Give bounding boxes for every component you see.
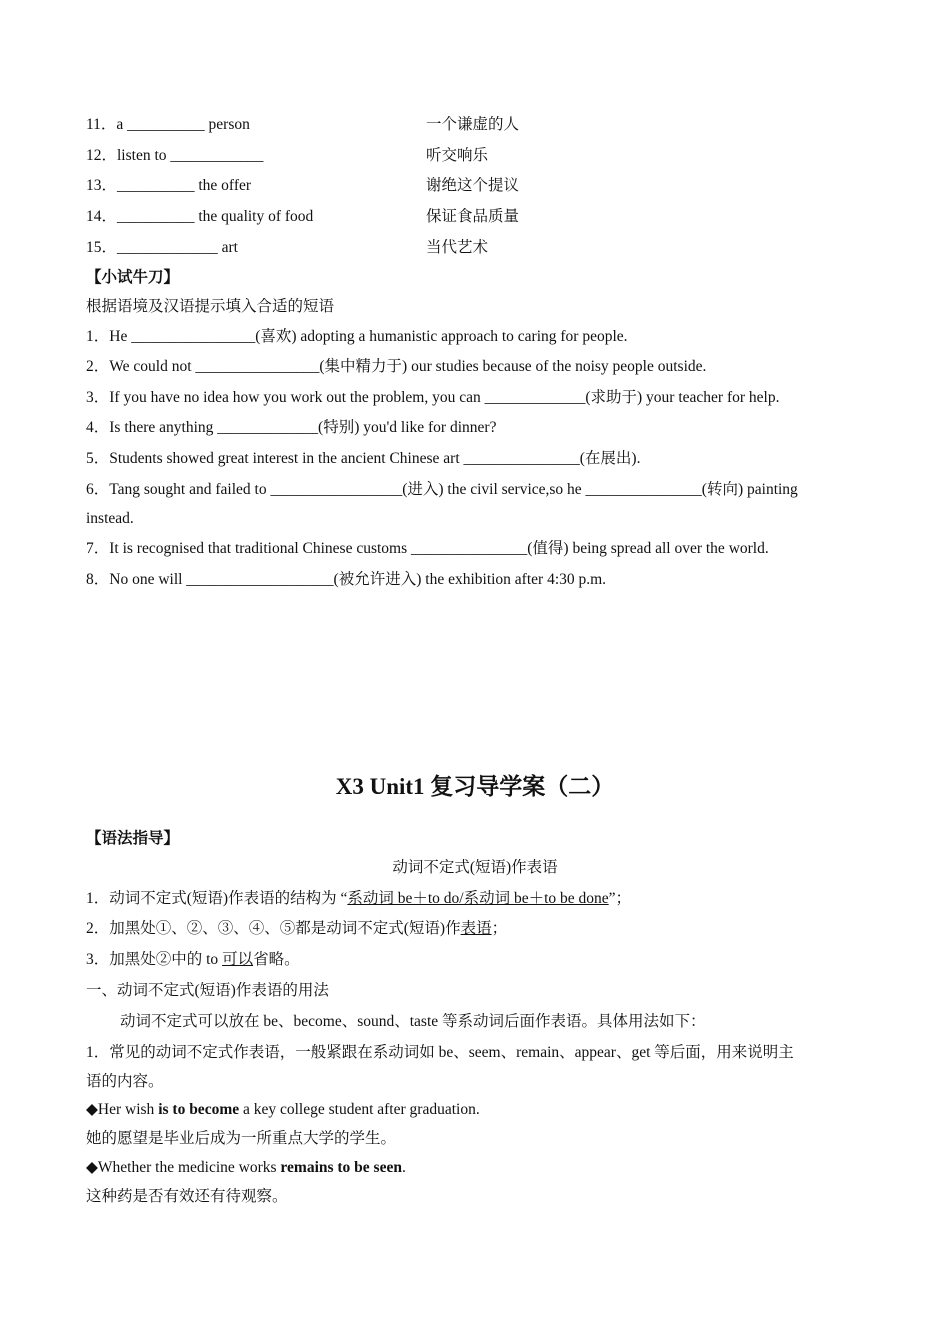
vocab-meaning-13: 谢绝这个提议 <box>426 177 520 194</box>
example-1-suffix: a key college student after graduation. <box>239 1101 480 1118</box>
practice-instruction: 根据语境及汉语提示填入合适的短语 <box>86 298 335 315</box>
example-2-suffix: . <box>401 1159 406 1176</box>
grammar-rule-2 <box>86 919 507 939</box>
grammar-heading: 【语法指导】 <box>86 830 180 847</box>
rule-2-prefix: 2．加黑处①、②、③、④、⑤都是动词不定式(短语)作 <box>86 920 461 937</box>
practice-item-4: 4．Is there anything _____________(特别) you'd like for dinner? <box>86 419 497 436</box>
page-title: X3 Unit1 复习导学案（二） <box>335 774 615 799</box>
vocab-item-12: 12．listen to ____________ <box>86 147 264 164</box>
rule-1-structure: 系动词 be＋to do/系动词 be＋to be done <box>347 890 609 907</box>
practice-item-6: 6．Tang sought and failed to _________________(进入) the civil service,so he _______________(转向) painting <box>86 481 798 498</box>
example-1-highlight: is to become <box>158 1101 240 1118</box>
vocab-item-14: 14．__________ the quality of food <box>86 208 314 225</box>
grammar-rule-1 <box>86 889 631 909</box>
example-2-translation: 这种药是否有效还有待观察。 <box>86 1188 288 1205</box>
vocab-item-15: 15．_____________ art <box>86 239 238 256</box>
grammar-subtitle: 动词不定式(短语)作表语 <box>392 859 558 876</box>
usage-heading: 一、动词不定式(短语)作表语的用法 <box>86 982 329 999</box>
example-2 <box>86 1158 406 1178</box>
example-1 <box>86 1100 480 1120</box>
vocab-meaning-11: 一个谦虚的人 <box>426 116 520 133</box>
rule-3-prefix: 3．加黑处②中的 to <box>86 951 223 968</box>
practice-item-8: 8．No one will ___________________(被允许进入) the exhibition after 4:30 p.m. <box>86 571 607 588</box>
practice-item-7: 7．It is recognised that traditional Chinese customs _______________(值得) being spread all over the world. <box>86 540 769 557</box>
rule-2-suffix: ； <box>491 920 508 937</box>
rule-3-keyword: 可以 <box>222 951 254 968</box>
example-1-prefix: ◆Her wish <box>86 1101 159 1118</box>
vocab-meaning-15: 当代艺术 <box>426 239 489 256</box>
usage-intro: 动词不定式可以放在 be、become、sound、taste 等系动词后面作表语。具体用法如下： <box>120 1013 706 1030</box>
rule-1-suffix: ”； <box>608 890 632 907</box>
vocab-meaning-12: 听交响乐 <box>426 147 489 164</box>
example-2-prefix: ◆Whether the medicine works <box>86 1159 281 1176</box>
practice-item-6-continued: instead. <box>86 510 134 527</box>
practice-item-5: 5．Students showed great interest in the ancient Chinese art _______________(在展出). <box>86 450 641 467</box>
practice-heading: 【小试牛刀】 <box>86 269 180 286</box>
rule-2-keyword: 表语 <box>460 920 492 937</box>
grammar-rule-3 <box>86 950 300 970</box>
rule-3-suffix: 省略。 <box>253 951 300 968</box>
example-1-translation: 她的愿望是毕业后成为一所重点大学的学生。 <box>86 1130 397 1147</box>
practice-item-2: 2．We could not ________________(集中精力于) our studies because of the noisy people outside. <box>86 358 707 375</box>
vocab-meaning-14: 保证食品质量 <box>426 208 520 225</box>
vocab-item-13: 13．__________ the offer <box>86 177 252 194</box>
point-1-line-2: 语的内容。 <box>86 1073 164 1090</box>
vocab-item-11: 11．a __________ person <box>86 116 250 133</box>
example-2-highlight: remains to be seen <box>280 1159 402 1176</box>
practice-item-1: 1．He ________________(喜欢) adopting a humanistic approach to caring for people. <box>86 328 628 345</box>
practice-item-3: 3．If you have no idea how you work out the problem, you can _____________(求助于) your teacher for help. <box>86 389 780 406</box>
point-1-line-1: 1．常见的动词不定式作表语，一般紧跟在系动词如 be、seem、remain、appear、get 等后面，用来说明主 <box>86 1044 794 1061</box>
rule-1-prefix: 1．动词不定式(短语)作表语的结构为 “ <box>86 890 348 907</box>
